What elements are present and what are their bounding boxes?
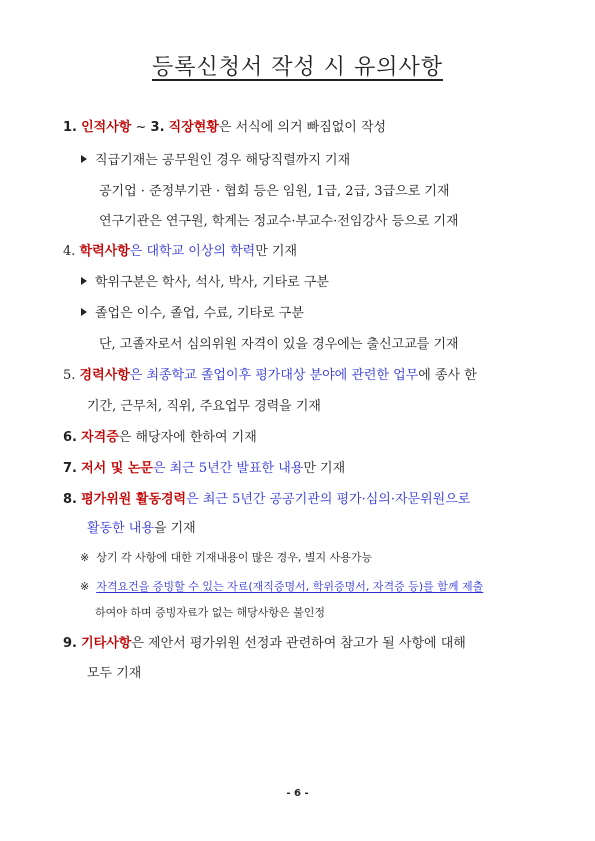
item-emphasis: 활동한 내용 — [87, 521, 154, 536]
sub-item-continuation: 공기업 · 준정부기관 · 협회 등은 임원, 1급, 2급, 3급으로 기재 — [99, 184, 450, 199]
item-7 — [63, 457, 345, 476]
triangle-right-icon — [81, 277, 87, 285]
sub-item — [81, 302, 304, 321]
item-heading: 자격증 — [81, 430, 119, 445]
item-4 — [63, 240, 297, 259]
item-emphasis: 은 최종학교 졸업이후 평가대상 분야에 관련한 업무 — [129, 368, 419, 383]
range-separator: ~ — [131, 120, 151, 135]
sub-item — [81, 149, 350, 168]
reference-mark-icon: ※ — [80, 551, 90, 564]
item-text: 에 종사 한 — [418, 368, 477, 383]
item-text: 만 기재 — [255, 244, 298, 259]
item-heading: 경력사항 — [79, 368, 130, 383]
item-number: 8. — [63, 492, 77, 507]
item-text: 을 기재 — [153, 521, 196, 536]
note-text-emphasis: 자격요건을 증빙할 수 있는 자료(재직증명서, 학위증명서, 자격증 등)를 함께 제출 — [96, 580, 484, 593]
item-heading: 저서 및 논문 — [81, 461, 153, 476]
page-number: - 6 - — [286, 788, 309, 799]
note-text: 상기 각 사항에 대한 기재내용이 많은 경우, 별지 사용가능 — [96, 551, 373, 564]
sub-item-text: 직급기재는 공무원인 경우 해당직렬까지 기재 — [95, 153, 351, 168]
item-9 — [63, 632, 466, 651]
item-continuation — [87, 517, 196, 536]
item-5 — [63, 364, 477, 383]
item-continuation: 모두 기재 — [87, 666, 142, 681]
note — [80, 549, 372, 565]
item-emphasis: 은 최근 5년간 발표한 내용 — [152, 461, 304, 476]
item-heading: 인적사항 — [81, 120, 132, 135]
item-number: 6. — [63, 430, 77, 445]
sub-item-text: 졸업은 이수, 졸업, 수료, 기타로 구분 — [95, 306, 304, 321]
item-text: 은 서식에 의거 빠짐없이 작성 — [218, 120, 387, 135]
item-emphasis: 은 대학교 이상의 학력 — [129, 244, 256, 259]
sub-item-text: 학위구분은 학사, 석사, 박사, 기타로 구분 — [95, 275, 329, 290]
item-text: 은 제안서 평가위원 선정과 관련하여 참고가 될 사항에 대해 — [131, 636, 466, 651]
item-8 — [63, 488, 470, 507]
sub-item-continuation: 연구기관은 연구원, 학계는 정교수·부교수·전임강사 등으로 기재 — [99, 214, 459, 229]
item-heading: 평가위원 활동경력 — [81, 492, 187, 507]
item-continuation: 기간, 근무처, 직위, 주요업무 경력을 기재 — [87, 399, 321, 414]
item-text: 은 해당자에 한하여 기재 — [118, 430, 257, 445]
item-number: 1. — [63, 120, 77, 135]
triangle-right-icon — [81, 308, 87, 316]
sub-item-continuation: 단, 고졸자로서 심의위원 자격이 있을 경우에는 출신고교를 기재 — [99, 337, 459, 352]
note-continuation: 하여야 하며 증빙자료가 없는 해당사항은 불인정 — [95, 606, 326, 619]
item-number: 7. — [63, 461, 77, 476]
item-number: 5. — [63, 368, 76, 383]
reference-mark-icon: ※ — [80, 580, 90, 593]
page-title: 등록신청서 작성 시 유의사항 — [151, 55, 443, 80]
item-heading: 기타사항 — [81, 636, 132, 651]
item-heading: 직장현황 — [168, 120, 219, 135]
item-emphasis: 은 최근 5년간 공공기관의 평가·심의·자문위원으로 — [186, 492, 471, 507]
triangle-right-icon — [81, 155, 87, 163]
item-number: 9. — [63, 636, 77, 651]
item-6 — [63, 426, 257, 445]
item-1-3 — [63, 116, 386, 135]
note — [80, 578, 483, 594]
item-number: 3. — [150, 120, 165, 135]
item-heading: 학력사항 — [79, 244, 130, 259]
item-number: 4. — [63, 244, 76, 259]
item-text: 만 기재 — [303, 461, 346, 476]
sub-item — [81, 271, 329, 290]
